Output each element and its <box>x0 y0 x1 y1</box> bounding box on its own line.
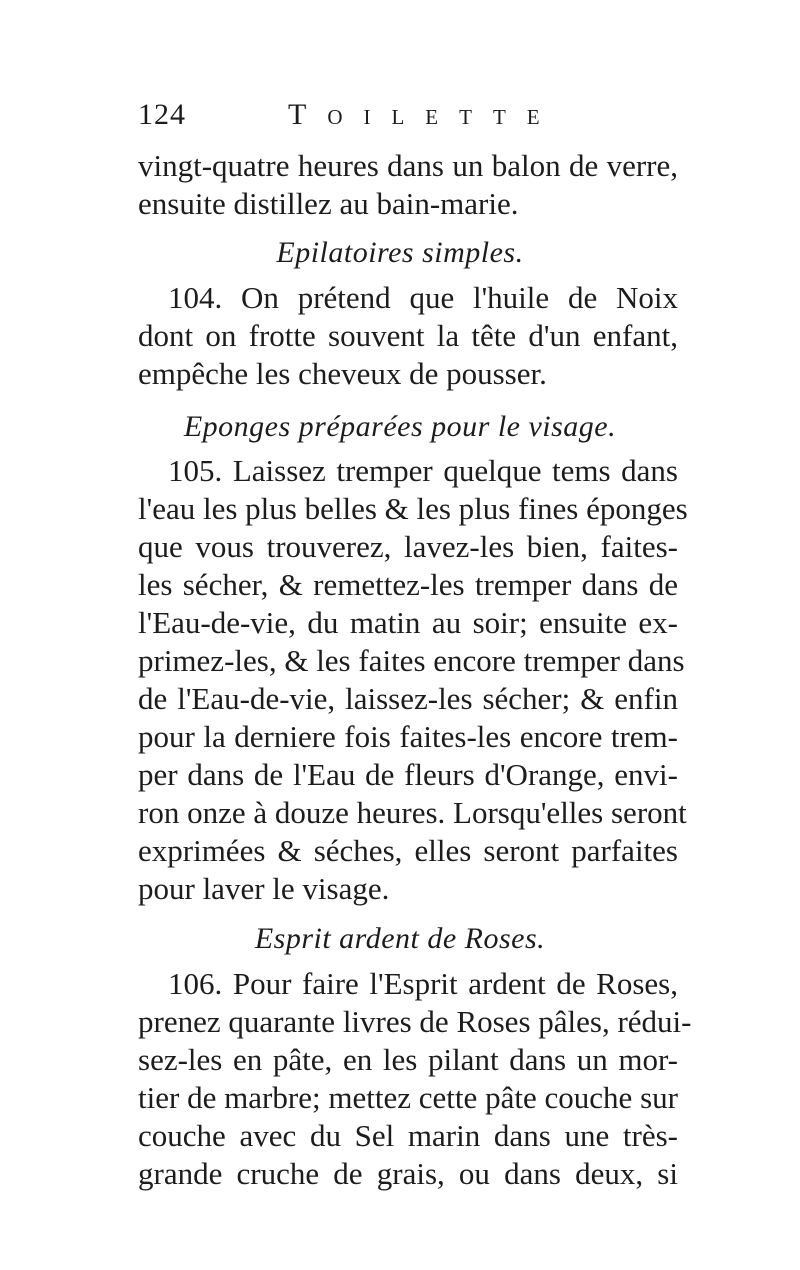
text-line: ron onze à douze heures. Lorsqu'elles seront <box>138 795 687 830</box>
page-number: 124 <box>138 98 186 131</box>
text-line: les sécher, & remettez-les tremper dans de <box>138 567 678 602</box>
text-line: prenez quarante livres de Roses pâles, rédui- <box>138 1004 692 1039</box>
section-heading: Esprit ardent de Roses. <box>254 922 546 955</box>
text-line: empêche les cheveux de pousser. <box>138 356 547 391</box>
section-heading: Epilatoires simples. <box>276 236 524 269</box>
text-line: pour la derniere fois faites-les encore trem- <box>138 719 678 754</box>
section-heading: Eponges préparées pour le visage. <box>183 410 617 443</box>
text-line: couche avec du Sel marin dans une très- <box>138 1118 678 1153</box>
text-line: vingt-quatre heures dans un balon de verre, <box>138 148 678 183</box>
text-line: primez-les, & les faites encore tremper dans <box>138 643 685 678</box>
text-line: sez-les en pâte, en les pilant dans un mor- <box>138 1042 678 1077</box>
text-line: ensuite distillez au bain-marie. <box>138 186 519 221</box>
running-title: Toilette <box>288 98 561 131</box>
text-line: l'eau les plus belles & les plus fines éponges <box>138 491 688 526</box>
text-line: tier de marbre; mettez cette pâte couche sur <box>138 1080 678 1115</box>
text-line: exprimées & séches, elles seront parfaites <box>138 833 678 868</box>
paragraph-first-line: 105. Laissez tremper quelque tems dans <box>168 453 678 488</box>
text-line: per dans de l'Eau de fleurs d'Orange, envi- <box>138 757 678 792</box>
paragraph-first-line: 106. Pour faire l'Esprit ardent de Roses, <box>168 966 678 1001</box>
running-header <box>128 98 688 138</box>
text-line: dont on frotte souvent la tête d'un enfant, <box>138 318 678 353</box>
paragraph-first-line: 104. On prétend que l'huile de Noix <box>168 280 678 315</box>
text-line: pour laver le visage. <box>138 871 390 906</box>
text-line: que vous trouverez, lavez-les bien, faites- <box>138 529 678 564</box>
text-line: grande cruche de grais, ou dans deux, si <box>138 1156 678 1191</box>
text-line: l'Eau-de-vie, du matin au soir; ensuite ex- <box>138 605 678 640</box>
text-line: de l'Eau-de-vie, laissez-les sécher; & enfin <box>138 681 678 716</box>
